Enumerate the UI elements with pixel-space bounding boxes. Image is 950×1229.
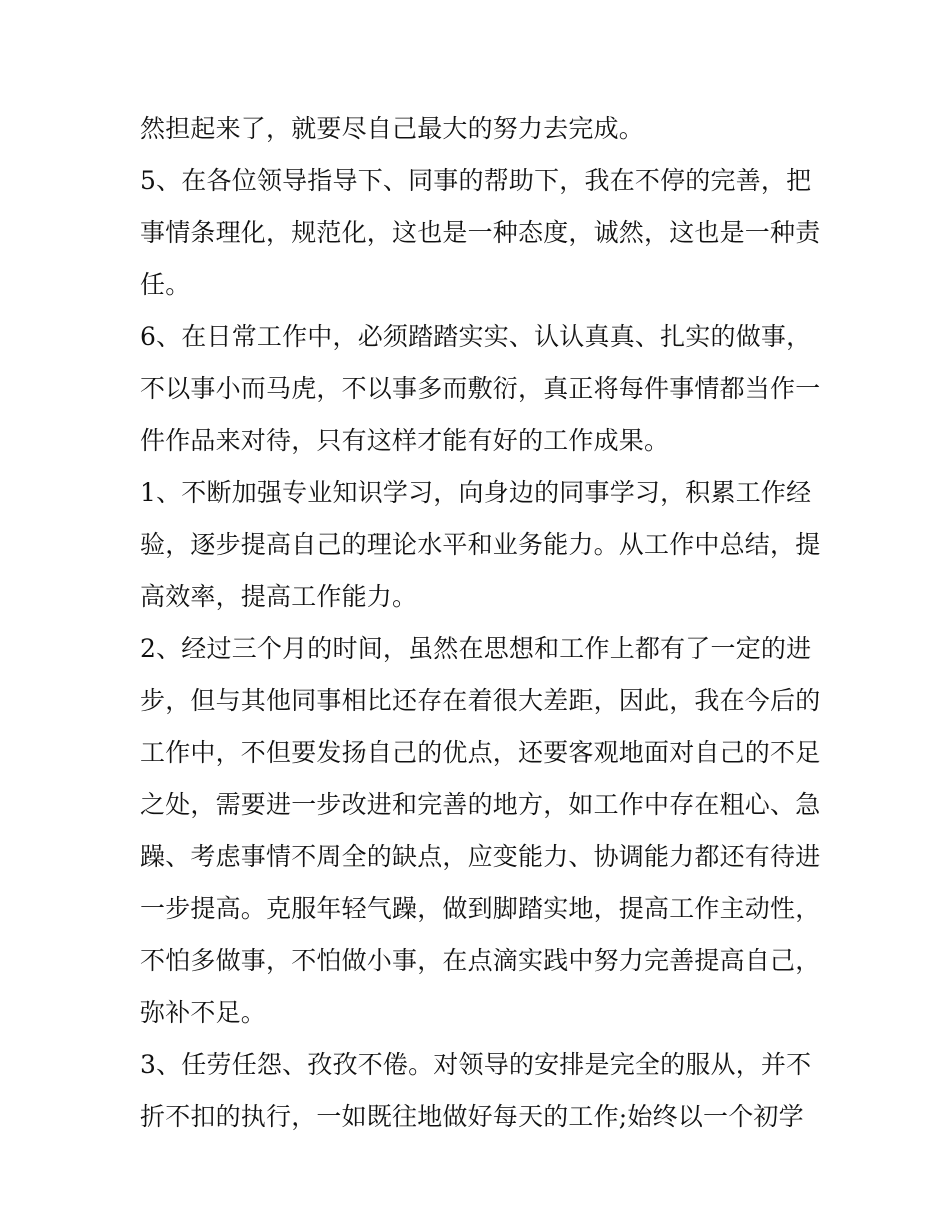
text-line: 之处，需要进一步改进和完善的地方，如工作中存在粗心、急 (140, 790, 821, 819)
text-line: 步，但与其他同事相比还存在着很大差距，因此，我在今后的 (140, 686, 821, 715)
text-line: 1、不断加强专业知识学习，向身边的同事学习，积累工作经 (140, 478, 812, 507)
text-line: 弥补不足。 (140, 998, 267, 1027)
text-line: 不怕多做事，不怕做小事，在点滴实践中努力完善提高自己， (140, 946, 821, 975)
text-line: 2、经过三个月的时间，虽然在思想和工作上都有了一定的进 (140, 634, 812, 663)
text-line: 件作品来对待，只有这样才能有好的工作成果。 (140, 426, 670, 455)
text-line: 3、任劳任怨、孜孜不倦。对领导的安排是完全的服从，并不 (140, 1050, 812, 1079)
text-line: 然担起来了，就要尽自己最大的努力去完成。 (140, 114, 645, 143)
text-line: 躁、考虑事情不周全的缺点，应变能力、协调能力都还有待进 (140, 842, 821, 871)
text-line: 高效率，提高工作能力。 (140, 582, 418, 611)
text-line: 事情条理化，规范化，这也是一种态度，诚然，这也是一种责 (140, 218, 821, 247)
text-line: 任。 (140, 270, 191, 299)
text-line: 6、在日常工作中，必须踏踏实实、认认真真、扎实的做事， (140, 322, 812, 351)
text-line: 验，逐步提高自己的理论水平和业务能力。从工作中总结，提 (140, 530, 821, 559)
text-line: 一步提高。克服年轻气躁，做到脚踏实地，提高工作主动性， (140, 894, 821, 923)
text-line: 折不扣的执行，一如既往地做好每天的工作;始终以一个初学 (140, 1102, 804, 1131)
text-line: 不以事小而马虎，不以事多而敷衍，真正将每件事情都当作一 (140, 374, 821, 403)
text-line: 5、在各位领导指导下、同事的帮助下，我在不停的完善，把 (140, 166, 812, 195)
text-line: 工作中，不但要发扬自己的优点，还要客观地面对自己的不足 (140, 738, 821, 767)
